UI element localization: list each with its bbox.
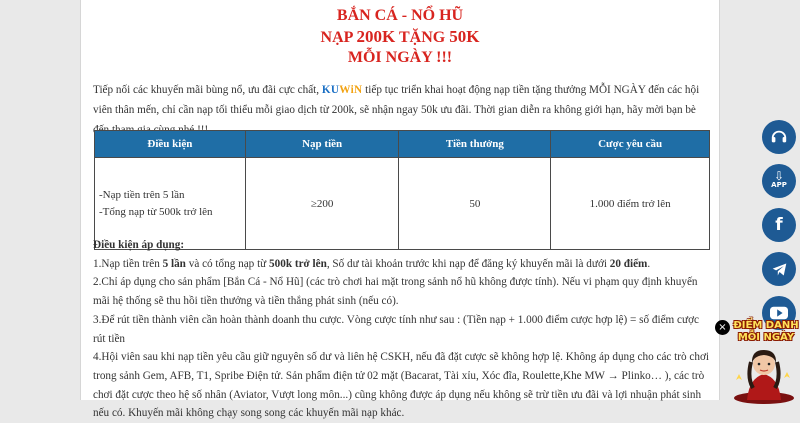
condition-line-1: -Nạp tiền trên 5 lần bbox=[99, 188, 185, 201]
brand-part-win: WiN bbox=[339, 84, 363, 96]
rule-3: 3.Để rút tiền thành viên cần hoàn thành doanh thu cược. Vòng cược tính như sau : (Tiền nạp + 1.000 điểm cược hợp lệ) = số điểm cược rút tiền bbox=[93, 313, 699, 345]
header-condition: Điều kiện bbox=[95, 131, 246, 158]
intro-text-before: Tiếp nối các khuyến mãi bùng nổ, ưu đãi cực chất, bbox=[93, 84, 322, 96]
rule-4: 4.Hội viên sau khi nạp tiền yêu cầu giữ nguyên số dư và liên hệ CSKH, nếu đã đặt cược sẽ không hợp lệ. Không áp dụng cho các trò chơi trong sảnh Gem, AFB, T1, Spribe Điện tử. Sản phẩm điện tử 02 mặt (Bacarat, Tài xỉu, Xóc đĩa, Roulette,Khe MW → Plinko… ), các trò chơi đặt cược theo hệ số nhân (Aviator, Vượt long môn...) cũng không được áp dụng nếu không sẽ trừ tiền ưu đãi và lợi nhuận phát sinh nếu có. Khuyến mãi không chạy song song các khuyến mãi nạp khác. bbox=[93, 351, 709, 420]
rule-1-balance-limit: 20 điểm bbox=[609, 257, 648, 270]
title-line-2-mid: TẶNG bbox=[395, 29, 450, 46]
badge-label bbox=[733, 320, 799, 344]
table-header-row bbox=[95, 131, 710, 158]
cell-wager: 1.000 điểm trở lên bbox=[551, 158, 710, 250]
telegram-icon bbox=[771, 261, 788, 278]
rule-1-part-e: , Số dư tài khoản trước khi nạp để đăng ký khuyến mãi là dưới bbox=[326, 257, 610, 270]
badge-mascot-image bbox=[729, 344, 799, 400]
cell-deposit: ≥200 bbox=[245, 158, 399, 250]
header-wager: Cược yêu cầu bbox=[551, 131, 710, 158]
app-download-icon: ⇩ APP bbox=[771, 169, 787, 189]
headset-icon bbox=[770, 128, 788, 146]
promo-panel bbox=[80, 0, 720, 420]
daily-checkin-badge[interactable] bbox=[715, 314, 800, 400]
header-deposit: Nạp tiền bbox=[245, 131, 399, 158]
rule-1-deposit-total: 500k trở lên bbox=[269, 257, 327, 270]
rules-heading: Điều kiện áp dụng: bbox=[93, 239, 185, 251]
badge-close-button[interactable]: × bbox=[715, 320, 730, 335]
social-sidebar bbox=[762, 120, 796, 340]
rule-1-deposit-count: 5 lần bbox=[162, 257, 186, 270]
title-line-3: MỖI NGÀY !!! bbox=[347, 49, 453, 66]
cell-bonus: 50 bbox=[399, 158, 551, 250]
brand-name bbox=[322, 84, 362, 96]
promo-table bbox=[94, 130, 710, 250]
intro-text-after: tiếp tục triển khai hoạt động nạp tiền tặng thưởng MỖI NGÀY đến các hội viên thân mến, chỉ cần nạp tối thiểu mỗi giao dịch từ 200k, sẽ nhận ngay 50k ưu đãi. Thời gian diễn ra không giới hạn, hãy mời bạn bè bbox=[93, 84, 700, 116]
title-amount-bonus: 50K bbox=[449, 27, 480, 46]
title-line-2-pre: NẠP bbox=[320, 29, 357, 46]
rule-1-part-c: và có tổng nạp từ bbox=[185, 257, 270, 270]
badge-line-1: ĐIỂM DANH bbox=[733, 320, 799, 331]
hotline-button[interactable] bbox=[762, 120, 796, 154]
app-label: APP bbox=[771, 181, 787, 189]
header-bonus: Tiền thưởng bbox=[399, 131, 551, 158]
title-line-1: BẮN CÁ - NỔ HŨ bbox=[336, 7, 464, 24]
app-download-button[interactable] bbox=[762, 164, 796, 198]
rule-1 bbox=[93, 255, 711, 274]
brand-part-ku: KU bbox=[321, 84, 340, 96]
title-amount-deposit: 200K bbox=[356, 27, 396, 46]
facebook-button[interactable] bbox=[762, 208, 796, 242]
facebook-icon: f bbox=[775, 215, 783, 235]
title-line-2 bbox=[81, 27, 719, 47]
telegram-button[interactable] bbox=[762, 252, 796, 286]
badge-line-2: MỖI NGÀY bbox=[737, 332, 795, 343]
rule-2: 2.Chỉ áp dụng cho sản phẩm [Bắn Cá - Nổ Hũ] (các trò chơi hai mặt trong sảnh nổ hũ không được tính). Nếu vi phạm quy định khuyến mãi hệ thống sẽ thu hồi tiền thưởng và tiền thắng phát sinh (nếu có). bbox=[93, 276, 698, 308]
rule-1-part-a: 1.Nạp tiền trên bbox=[93, 257, 163, 270]
rule-1-part-g: . bbox=[647, 257, 651, 270]
rules-section bbox=[93, 236, 711, 423]
condition-line-2: -Tổng nạp từ 500k trở lên bbox=[99, 205, 213, 218]
